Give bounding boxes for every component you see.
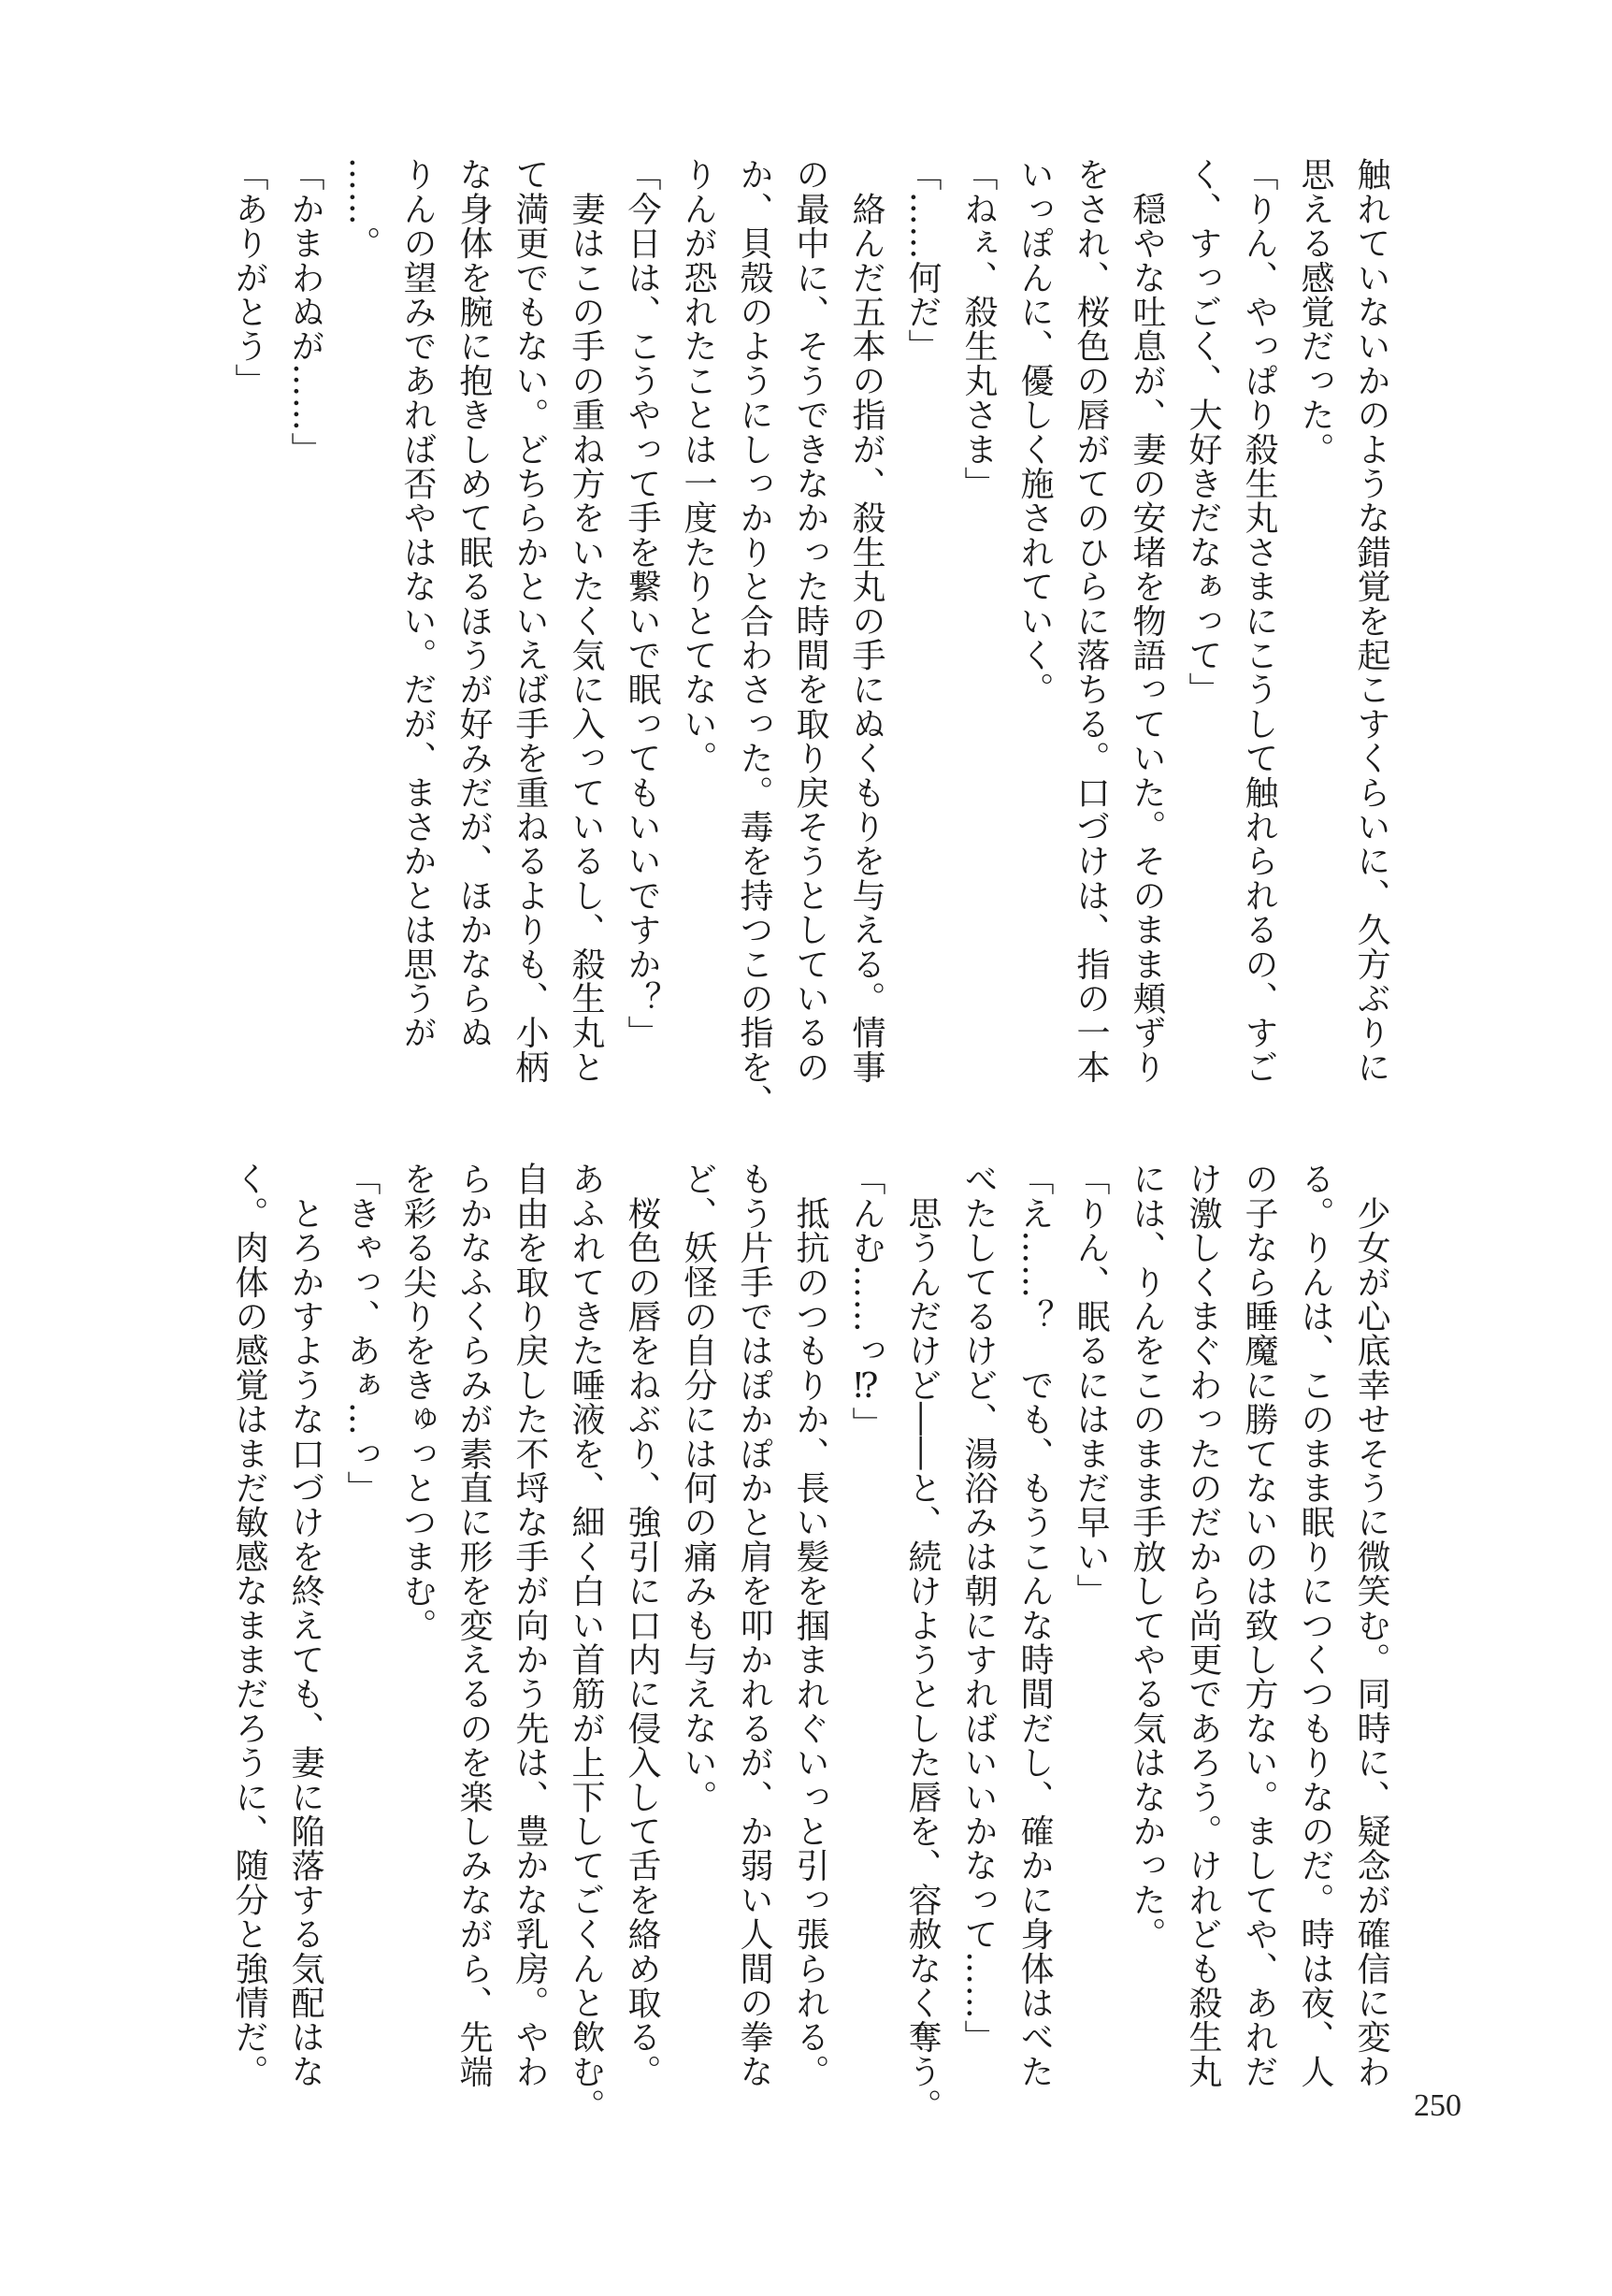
lower-text-block bbox=[221, 1162, 1399, 2123]
text-line: 「きゃっ、あぁ…っ」 bbox=[342, 1162, 381, 1505]
text-line: をされ、桜色の唇がてのひらに落ちる。口づけは、指の一本 bbox=[1072, 157, 1110, 1084]
text-line: 「え……？ でも、もうこんな時間だし、確かに身体はべた bbox=[1015, 1162, 1054, 2088]
text-line: らかなふくらみが素直に形を変えるのを楽しみながら、先端 bbox=[454, 1162, 493, 2088]
text-line: いっぽんに、優しく施されていく。 bbox=[1015, 157, 1054, 707]
upper-text-block bbox=[221, 157, 1399, 1119]
text-line: 「りん、やっぱり殺生丸さまにこうして触れられるの、すご bbox=[1240, 157, 1278, 1084]
page-number: 250 bbox=[1414, 2088, 1461, 2123]
text-line: 思える感覚だった。 bbox=[1296, 157, 1334, 467]
text-line: ど、妖怪の自分には何の痛みも与えない。 bbox=[679, 1162, 717, 1814]
text-line: あふれてきた唾液を、細く白い首筋が上下してごくんと飲む。 bbox=[567, 1162, 605, 2123]
text-line: る。りんは、このまま眠りにつくつもりなのだ。時は夜、人 bbox=[1296, 1162, 1334, 2088]
text-line: 「……何だ」 bbox=[903, 157, 942, 364]
text-line: な身体を腕に抱きしめて眠るほうが好みだが、ほかならぬ bbox=[454, 157, 493, 1050]
text-line: 「りん、眠るにはまだ早い」 bbox=[1072, 1162, 1110, 1609]
text-line: 穏やな吐息が、妻の安堵を物語っていた。そのまま頬ずり bbox=[1128, 157, 1166, 1084]
text-line: 触れていないかのような錯覚を起こすくらいに、久方ぶりに bbox=[1352, 157, 1390, 1084]
text-line: 思うんだけど――と、続けようとした唇を、容赦なく奪う。 bbox=[903, 1162, 942, 2123]
text-line: ……。 bbox=[342, 157, 381, 261]
text-line: 妻はこの手の重ね方をいたく気に入っているし、殺生丸と bbox=[567, 157, 605, 1084]
text-line: 「かまわぬが……」 bbox=[286, 157, 324, 467]
text-line: か、貝殻のようにしっかりと合わさった。毒を持つこの指を、 bbox=[735, 157, 773, 1119]
text-line: の子なら睡魔に勝てないのは致し方ない。ましてや、あれだ bbox=[1240, 1162, 1278, 2088]
text-line: 少女が心底幸せそうに微笑む。同時に、疑念が確信に変わ bbox=[1352, 1162, 1390, 2088]
text-line: もう片手ではぽかぽかと肩を叩かれるが、か弱い人間の拳な bbox=[735, 1162, 773, 2088]
text-line: には、りんをこのまま手放してやる気はなかった。 bbox=[1128, 1162, 1166, 1952]
text-line: て満更でもない。どちらかといえば手を重ねるよりも、小柄 bbox=[511, 157, 549, 1084]
text-line: け激しくまぐわったのだから尚更であろう。けれども殺生丸 bbox=[1184, 1162, 1222, 2088]
text-line: 「ありがとう」 bbox=[230, 157, 268, 397]
text-line: りんが恐れたことは一度たりとてない。 bbox=[679, 157, 717, 775]
text-line: 「ねぇ、殺生丸さま」 bbox=[959, 157, 998, 500]
text-line: とろかすような口づけを終えても、妻に陥落する気配はな bbox=[286, 1162, 324, 2088]
text-line: を彩る尖りをきゅっとつまむ。 bbox=[398, 1162, 437, 1642]
text-line: の最中に、そうできなかった時間を取り戻そうとしているの bbox=[791, 157, 829, 1084]
text-line: 自由を取り戻した不埒な手が向かう先は、豊かな乳房。やわ bbox=[511, 1162, 549, 2088]
text-line: 絡んだ五本の指が、殺生丸の手にぬくもりを与える。情事 bbox=[847, 157, 885, 1084]
text-line: く、すっごく、大好きだなぁって」 bbox=[1184, 157, 1222, 707]
text-line: りんの望みであれば否やはない。だが、まさかとは思うが bbox=[398, 157, 437, 1050]
text-line: 「今日は、こうやって手を繋いで眠ってもいいですか？」 bbox=[623, 157, 661, 1050]
text-line: べたしてるけど、湯浴みは朝にすればいいかなって……」 bbox=[959, 1162, 998, 2055]
text-line: 「んむ……っ⁉」 bbox=[847, 1162, 885, 1441]
text-line: 抵抗のつもりか、長い髪を掴まれぐいっと引っ張られる。 bbox=[791, 1162, 829, 2088]
text-line: 桜色の唇をねぶり、強引に口内に侵入して舌を絡め取る。 bbox=[623, 1162, 661, 2088]
text-line: く。肉体の感覚はまだ敏感なままだろうに、随分と強情だ。 bbox=[230, 1162, 268, 2088]
